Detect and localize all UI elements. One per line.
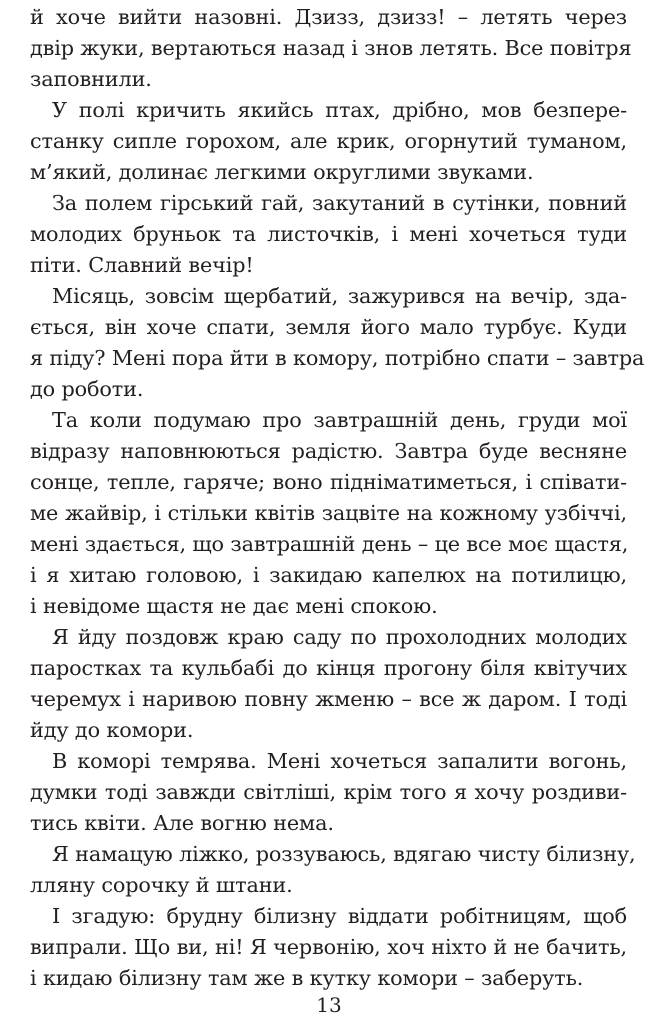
text-line: молодих бруньок та листочків, і мені хочеться туди: [30, 222, 627, 246]
text-line: Та коли подумаю про завтрашній день, груди мої: [52, 408, 627, 432]
text-line: заповнили.: [30, 67, 152, 91]
text-line: і кидаю білизну там же в кутку комори – заберуть.: [30, 966, 584, 990]
text-line: і невідоме щастя не дає мені спокою.: [30, 594, 438, 618]
text-line: двір жуки, вертаються назад і знов летять. Все повітря: [30, 36, 632, 60]
text-line: станку сипле горохом, але крик, огорнутий туманом,: [30, 129, 627, 153]
text-line: паростках та кульбабі до кінця прогону біля квітучих: [30, 656, 627, 680]
paragraph: [30, 839, 636, 901]
text-line: черемух і наривою повну жменю – все ж даром. І тоді: [30, 687, 627, 711]
text-line: і я хитаю головою, і закидаю капелюх на потилицю,: [30, 563, 627, 587]
text-line: ме жайвір, і стільки квітів зацвіте на кожному узбіччі,: [30, 501, 627, 525]
text-line: м’який, долинає легкими округлими звуками.: [30, 160, 534, 184]
text-line: тись квіти. Але вогню нема.: [30, 811, 334, 835]
text-line: лляну сорочку й штани.: [30, 873, 293, 897]
paragraph: [30, 281, 645, 405]
paragraph: [30, 2, 632, 95]
body-text: [30, 2, 645, 994]
text-line: відразу наповнюються радістю. Завтра буде весняне: [30, 439, 627, 463]
text-line: Місяць, зовсім щербатий, зажурився на вечір, зда-: [52, 284, 627, 308]
paragraph: [30, 405, 627, 622]
text-line: сонце, тепле, гаряче; воно підніматиметься, і співати-: [30, 470, 627, 494]
text-line: В коморі темрява. Мені хочеться запалити вогонь,: [52, 749, 627, 773]
paragraph: [30, 622, 627, 746]
text-line: У полі кричить якийсь птах, дрібно, мов безпере-: [52, 98, 627, 122]
text-line: піти. Славний вечір!: [30, 253, 254, 277]
text-line: випрали. Що ви, ні! Я червонію, хоч ніхто й не бачить,: [30, 935, 627, 959]
text-line: ється, він хоче спати, земля його мало турбує. Куди: [30, 315, 627, 339]
text-line: За полем гірський гай, закутаний в сутінки, повний: [52, 191, 627, 215]
text-line: І згадую: брудну білизну віддати робітницям, щоб: [52, 904, 627, 928]
paragraph: [30, 746, 627, 839]
page-number: 13: [316, 993, 342, 1017]
text-line: й хоче вийти назовні. Дзизз, дзизз! – летять через: [30, 5, 627, 29]
text-line: йду до комори.: [30, 718, 194, 742]
text-line: до роботи.: [30, 377, 144, 401]
text-line: мені здається, що завтрашній день – це все моє щастя,: [30, 532, 629, 556]
text-line: Я йду поздовж краю саду по прохолодних молодих: [52, 625, 627, 649]
paragraph: [30, 901, 627, 994]
paragraph: [30, 188, 627, 281]
text-line: Я намацую ліжко, роззуваюсь, вдягаю чисту білизну,: [52, 842, 636, 866]
text-line: думки тоді завжди світліші, крім того я хочу роздиви-: [30, 780, 627, 804]
paragraph: [30, 95, 627, 188]
text-line: я піду? Мені пора йти в комору, потрібно спати – завтра: [30, 346, 645, 370]
